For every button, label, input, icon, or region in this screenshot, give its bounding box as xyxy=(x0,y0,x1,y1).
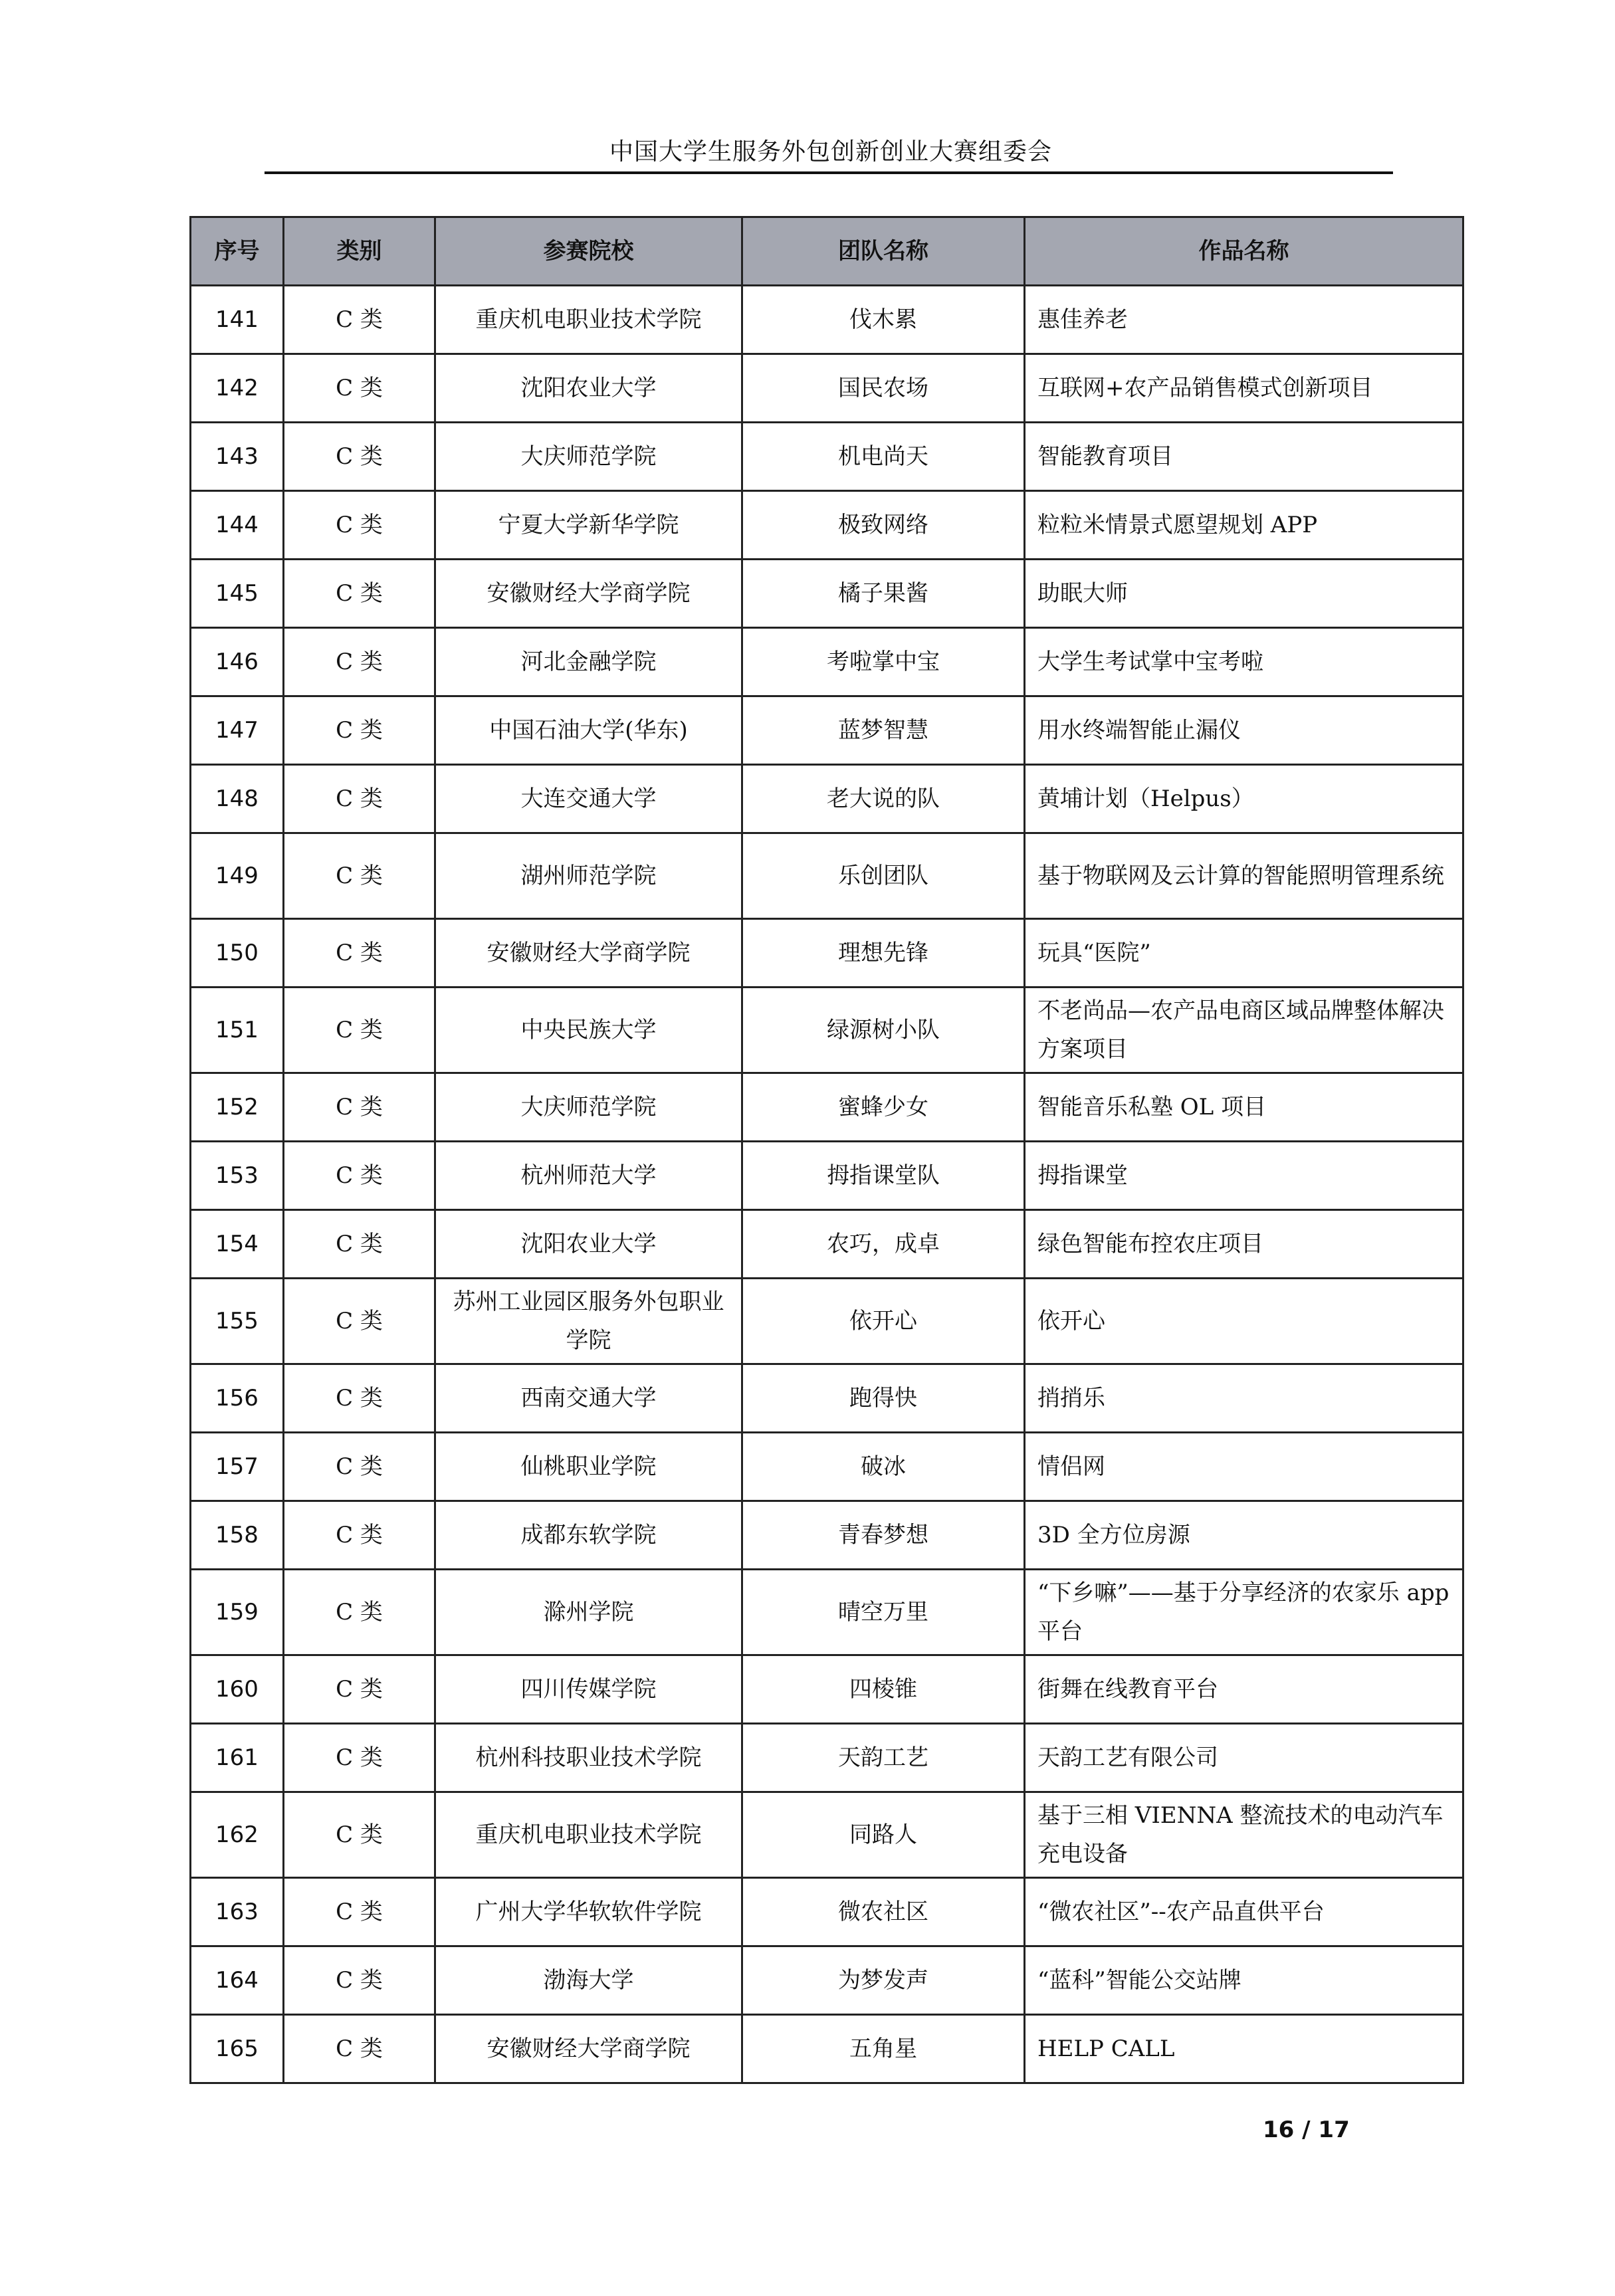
row-work: 智能音乐私塾 OL 项目 xyxy=(1025,1073,1463,1142)
row-work: “下乡嘛”——基于分享经济的农家乐 app 平台 xyxy=(1025,1570,1463,1655)
results-table xyxy=(189,216,1464,2084)
row-school: 广州大学华软软件学院 xyxy=(435,1878,742,1946)
row-school: 宁夏大学新华学院 xyxy=(435,491,742,560)
row-number: 141 xyxy=(191,286,284,354)
table-row xyxy=(191,1142,1463,1210)
row-work: 玩具“医院” xyxy=(1025,919,1463,988)
header-divider xyxy=(265,171,1393,174)
row-number: 142 xyxy=(191,354,284,423)
row-work: 惠佳养老 xyxy=(1025,286,1463,354)
row-category: C 类 xyxy=(284,1364,435,1433)
row-school: 重庆机电职业技术学院 xyxy=(435,1792,742,1878)
row-school: 成都东软学院 xyxy=(435,1501,742,1570)
row-number: 145 xyxy=(191,560,284,628)
row-team: 五角星 xyxy=(742,2015,1025,2083)
row-number: 162 xyxy=(191,1792,284,1878)
table-row xyxy=(191,1724,1463,1792)
table-row xyxy=(191,1279,1463,1364)
table-row xyxy=(191,1570,1463,1655)
row-category: C 类 xyxy=(284,988,435,1073)
row-category: C 类 xyxy=(284,1792,435,1878)
row-team: 四棱锥 xyxy=(742,1655,1025,1724)
row-school: 大庆师范学院 xyxy=(435,423,742,491)
row-number: 148 xyxy=(191,765,284,833)
row-category: C 类 xyxy=(284,1142,435,1210)
table-row xyxy=(191,423,1463,491)
row-work: 天韵工艺有限公司 xyxy=(1025,1724,1463,1792)
row-team: 老大说的队 xyxy=(742,765,1025,833)
row-school: 沈阳农业大学 xyxy=(435,1210,742,1279)
column-header-school: 参赛院校 xyxy=(435,217,742,286)
row-number: 144 xyxy=(191,491,284,560)
table-row xyxy=(191,833,1463,919)
column-header-no: 序号 xyxy=(191,217,284,286)
row-work: 黄埔计划（Helpus） xyxy=(1025,765,1463,833)
row-work: 基于三相 VIENNA 整流技术的电动汽车充电设备 xyxy=(1025,1792,1463,1878)
table-row xyxy=(191,1878,1463,1946)
table-row xyxy=(191,1210,1463,1279)
row-school: 西南交通大学 xyxy=(435,1364,742,1433)
table-row xyxy=(191,1073,1463,1142)
table-header-row xyxy=(191,217,1463,286)
row-category: C 类 xyxy=(284,286,435,354)
row-number: 161 xyxy=(191,1724,284,1792)
row-team: 青春梦想 xyxy=(742,1501,1025,1570)
row-school: 安徽财经大学商学院 xyxy=(435,919,742,988)
row-category: C 类 xyxy=(284,1279,435,1364)
row-team: 理想先锋 xyxy=(742,919,1025,988)
row-category: C 类 xyxy=(284,765,435,833)
row-number: 155 xyxy=(191,1279,284,1364)
table-row xyxy=(191,1364,1463,1433)
row-school: 湖州师范学院 xyxy=(435,833,742,919)
row-category: C 类 xyxy=(284,491,435,560)
row-team: 伐木累 xyxy=(742,286,1025,354)
row-category: C 类 xyxy=(284,919,435,988)
row-number: 149 xyxy=(191,833,284,919)
row-school: 重庆机电职业技术学院 xyxy=(435,286,742,354)
row-work: “微农社区”--农产品直供平台 xyxy=(1025,1878,1463,1946)
table-row xyxy=(191,1501,1463,1570)
table-row xyxy=(191,1433,1463,1501)
table-row xyxy=(191,1655,1463,1724)
row-work: 3D 全方位房源 xyxy=(1025,1501,1463,1570)
row-number: 153 xyxy=(191,1142,284,1210)
row-number: 151 xyxy=(191,988,284,1073)
column-header-work: 作品名称 xyxy=(1025,217,1463,286)
row-category: C 类 xyxy=(284,423,435,491)
document-header: 中国大学生服务外包创新创业大赛组委会 xyxy=(609,138,1052,165)
table-row xyxy=(191,919,1463,988)
row-team: 极致网络 xyxy=(742,491,1025,560)
row-work: 情侣网 xyxy=(1025,1433,1463,1501)
row-category: C 类 xyxy=(284,1878,435,1946)
row-work: “蓝科”智能公交站牌 xyxy=(1025,1946,1463,2015)
row-work: 依开心 xyxy=(1025,1279,1463,1364)
row-number: 152 xyxy=(191,1073,284,1142)
row-work: 用水终端智能止漏仪 xyxy=(1025,696,1463,765)
row-team: 天韵工艺 xyxy=(742,1724,1025,1792)
row-category: C 类 xyxy=(284,833,435,919)
row-work: 互联网+农产品销售模式创新项目 xyxy=(1025,354,1463,423)
table-row xyxy=(191,765,1463,833)
row-category: C 类 xyxy=(284,1570,435,1655)
row-team: 依开心 xyxy=(742,1279,1025,1364)
row-number: 150 xyxy=(191,919,284,988)
row-school: 河北金融学院 xyxy=(435,628,742,696)
row-school: 安徽财经大学商学院 xyxy=(435,2015,742,2083)
row-work: 街舞在线教育平台 xyxy=(1025,1655,1463,1724)
row-category: C 类 xyxy=(284,1433,435,1501)
row-number: 163 xyxy=(191,1878,284,1946)
page-number: 16 / 17 xyxy=(1263,2117,1350,2143)
table-row xyxy=(191,354,1463,423)
column-header-team: 团队名称 xyxy=(742,217,1025,286)
row-number: 165 xyxy=(191,2015,284,2083)
row-work: 捎捎乐 xyxy=(1025,1364,1463,1433)
row-category: C 类 xyxy=(284,1946,435,2015)
row-team: 同路人 xyxy=(742,1792,1025,1878)
row-category: C 类 xyxy=(284,1210,435,1279)
row-school: 大连交通大学 xyxy=(435,765,742,833)
row-work: 智能教育项目 xyxy=(1025,423,1463,491)
row-team: 跑得快 xyxy=(742,1364,1025,1433)
table-row xyxy=(191,2015,1463,2083)
row-school: 滁州学院 xyxy=(435,1570,742,1655)
row-school: 中国石油大学(华东) xyxy=(435,696,742,765)
row-team: 绿源树小队 xyxy=(742,988,1025,1073)
row-work: 不老尚品—农产品电商区域品牌整体解决方案项目 xyxy=(1025,988,1463,1073)
row-team: 考啦掌中宝 xyxy=(742,628,1025,696)
row-school: 大庆师范学院 xyxy=(435,1073,742,1142)
row-category: C 类 xyxy=(284,1655,435,1724)
row-school: 安徽财经大学商学院 xyxy=(435,560,742,628)
row-school: 苏州工业园区服务外包职业学院 xyxy=(435,1279,742,1364)
row-team: 晴空万里 xyxy=(742,1570,1025,1655)
row-category: C 类 xyxy=(284,628,435,696)
row-category: C 类 xyxy=(284,560,435,628)
table-row xyxy=(191,560,1463,628)
row-work: 大学生考试掌中宝考啦 xyxy=(1025,628,1463,696)
row-team: 拇指课堂队 xyxy=(742,1142,1025,1210)
table-row xyxy=(191,1792,1463,1878)
row-work: 拇指课堂 xyxy=(1025,1142,1463,1210)
row-category: C 类 xyxy=(284,2015,435,2083)
row-number: 156 xyxy=(191,1364,284,1433)
row-school: 沈阳农业大学 xyxy=(435,354,742,423)
row-work: 粒粒米情景式愿望规划 APP xyxy=(1025,491,1463,560)
row-number: 157 xyxy=(191,1433,284,1501)
row-number: 146 xyxy=(191,628,284,696)
row-school: 杭州科技职业技术学院 xyxy=(435,1724,742,1792)
row-work: 基于物联网及云计算的智能照明管理系统 xyxy=(1025,833,1463,919)
table-row xyxy=(191,988,1463,1073)
row-team: 农巧，成卓 xyxy=(742,1210,1025,1279)
row-work: 助眠大师 xyxy=(1025,560,1463,628)
row-category: C 类 xyxy=(284,1501,435,1570)
row-team: 蜜蜂少女 xyxy=(742,1073,1025,1142)
row-number: 158 xyxy=(191,1501,284,1570)
table-row xyxy=(191,286,1463,354)
row-category: C 类 xyxy=(284,1724,435,1792)
row-school: 渤海大学 xyxy=(435,1946,742,2015)
row-number: 154 xyxy=(191,1210,284,1279)
row-work: HELP CALL xyxy=(1025,2015,1463,2083)
row-category: C 类 xyxy=(284,696,435,765)
column-header-category: 类别 xyxy=(284,217,435,286)
row-team: 国民农场 xyxy=(742,354,1025,423)
row-number: 164 xyxy=(191,1946,284,2015)
row-team: 橘子果酱 xyxy=(742,560,1025,628)
row-team: 破冰 xyxy=(742,1433,1025,1501)
table-row xyxy=(191,491,1463,560)
row-school: 杭州师范大学 xyxy=(435,1142,742,1210)
row-team: 乐创团队 xyxy=(742,833,1025,919)
row-school: 仙桃职业学院 xyxy=(435,1433,742,1501)
row-school: 中央民族大学 xyxy=(435,988,742,1073)
row-team: 蓝梦智慧 xyxy=(742,696,1025,765)
table-row xyxy=(191,1946,1463,2015)
table-row xyxy=(191,696,1463,765)
row-school: 四川传媒学院 xyxy=(435,1655,742,1724)
row-number: 160 xyxy=(191,1655,284,1724)
table-row xyxy=(191,628,1463,696)
row-team: 机电尚天 xyxy=(742,423,1025,491)
row-category: C 类 xyxy=(284,354,435,423)
row-category: C 类 xyxy=(284,1073,435,1142)
row-team: 为梦发声 xyxy=(742,1946,1025,2015)
row-number: 159 xyxy=(191,1570,284,1655)
row-team: 微农社区 xyxy=(742,1878,1025,1946)
row-number: 147 xyxy=(191,696,284,765)
row-work: 绿色智能布控农庄项目 xyxy=(1025,1210,1463,1279)
row-number: 143 xyxy=(191,423,284,491)
